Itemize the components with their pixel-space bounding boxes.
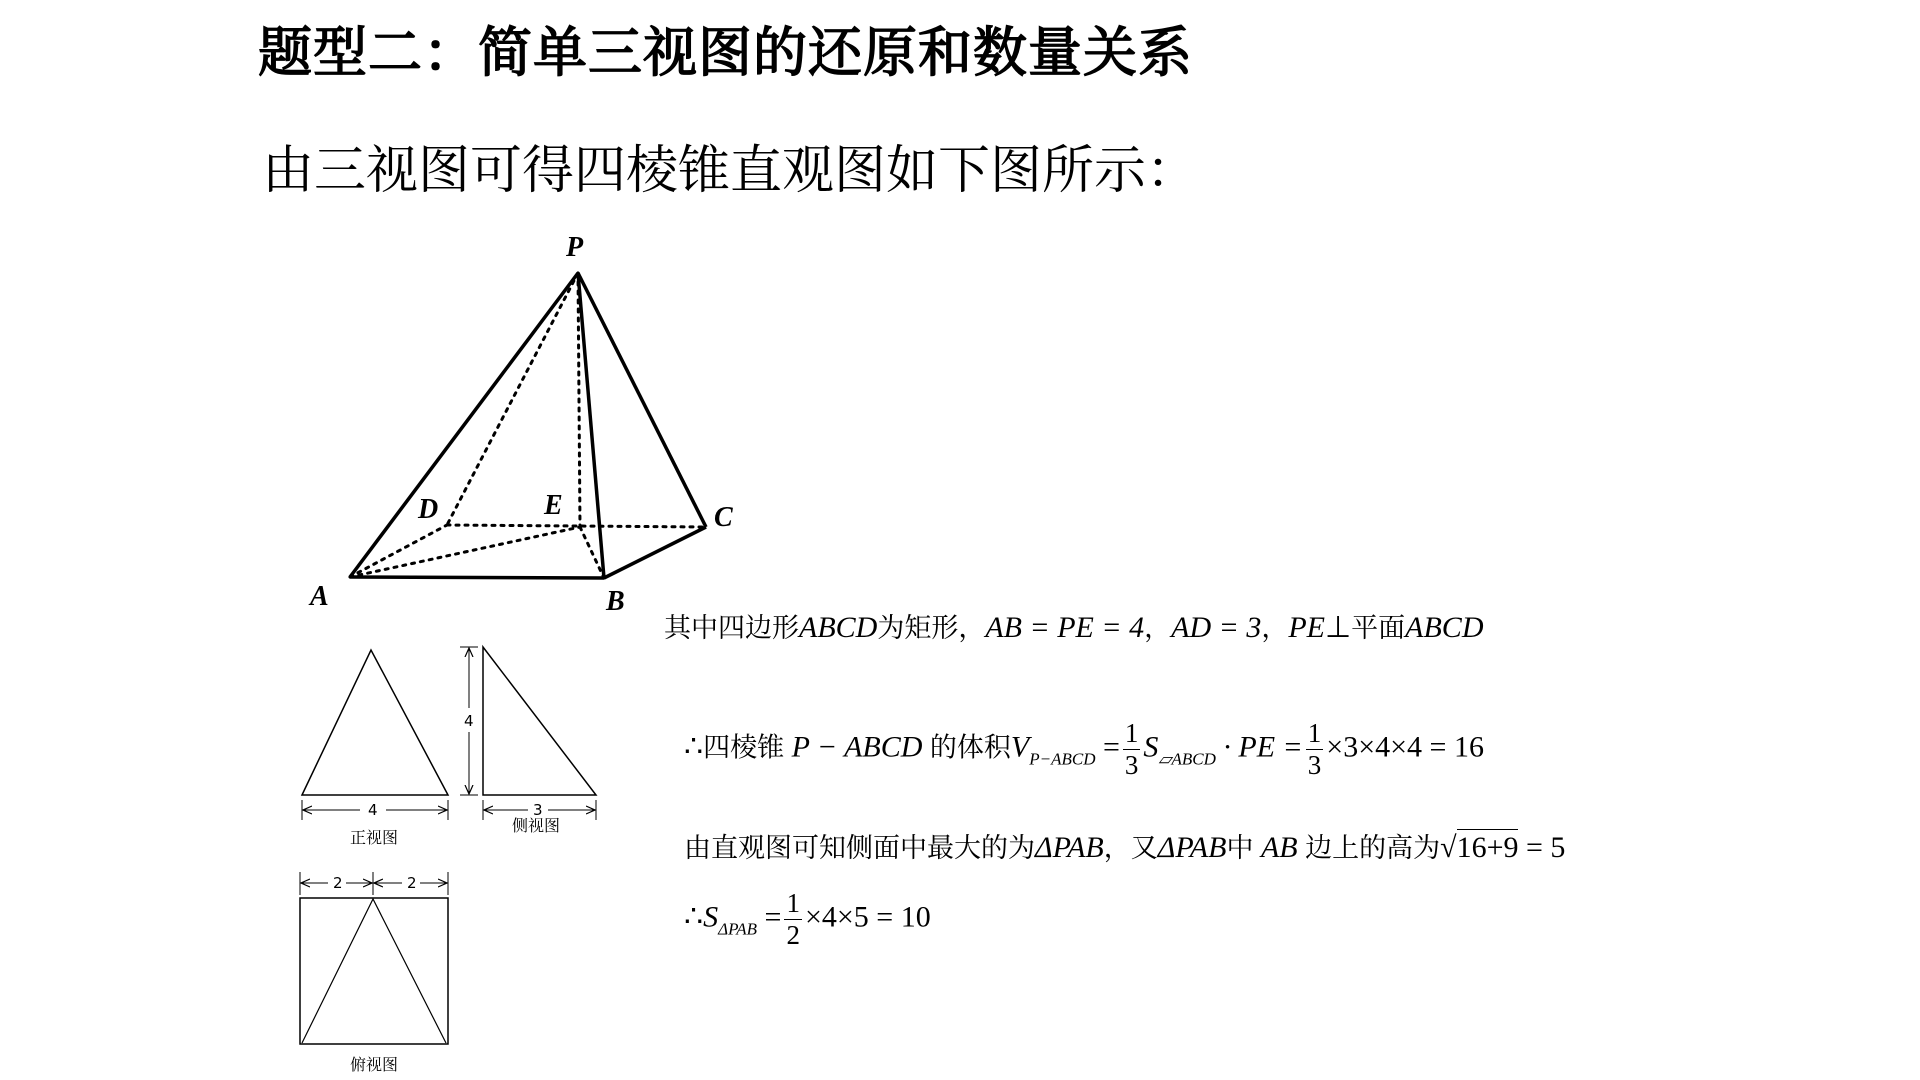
front-view — [302, 650, 448, 847]
side-view — [460, 647, 596, 835]
side-view-caption: 侧视图 — [512, 816, 561, 835]
solution-line-1: 其中四边形ABCD为矩形，AB = PE = 4，AD = 3，PE⊥平面ABCD — [664, 611, 1484, 644]
vertex-label-b: B — [606, 586, 625, 617]
vertex-label-p: P — [566, 232, 584, 263]
vertex-label-c: C — [714, 502, 733, 533]
vertex-label-a: A — [310, 581, 329, 612]
pyramid-hidden-edges — [350, 273, 706, 578]
fraction-one-third-2: $\frac{1}{3}$ — [1307, 718, 1322, 780]
vertex-label-d: D — [418, 494, 439, 525]
top-view — [300, 872, 448, 1074]
pyramid-diagram — [308, 232, 733, 617]
pyramid-solid-edges — [350, 273, 706, 578]
solution-line-2: ∴四棱锥 P − ABCD 的体积$V_{P-ABCD}$ = $\frac{1}{3}$ $S_{▱ABCD}$ · PE = $\frac{1}{3}$ ×3×4×4 = 16 — [684, 718, 1484, 780]
intro-sentence: 由三视图可得四棱锥直观图如下图所示： — [262, 141, 1199, 201]
front-view-width-label: 4 — [368, 801, 378, 819]
fraction-one-half: $\frac{1}{2}$ — [786, 888, 800, 950]
side-view-height-label: 4 — [464, 712, 474, 730]
page-title: 题型二：简单三视图的还原和数量关系 — [258, 21, 1193, 84]
top-view-right-label: 2 — [407, 874, 417, 892]
solution-line-4: $\therefore S_{\Delta PAB}$ = $\frac{1}{2}$ ×4×5 = 10 — [684, 888, 931, 950]
solution-line-3: 由直观图可知侧面中最大的为ΔPAB，又ΔPAB中 AB 边上的高为√16+9 = 5 — [684, 831, 1566, 864]
side-view-width-label: 3 — [533, 801, 543, 819]
vertex-label-e: E — [544, 490, 563, 521]
fraction-one-third: $\frac{1}{3}$ — [1124, 718, 1139, 780]
top-view-caption: 俯视图 — [350, 1055, 399, 1074]
top-view-left-label: 2 — [333, 874, 343, 892]
front-view-caption: 正视图 — [350, 828, 399, 847]
